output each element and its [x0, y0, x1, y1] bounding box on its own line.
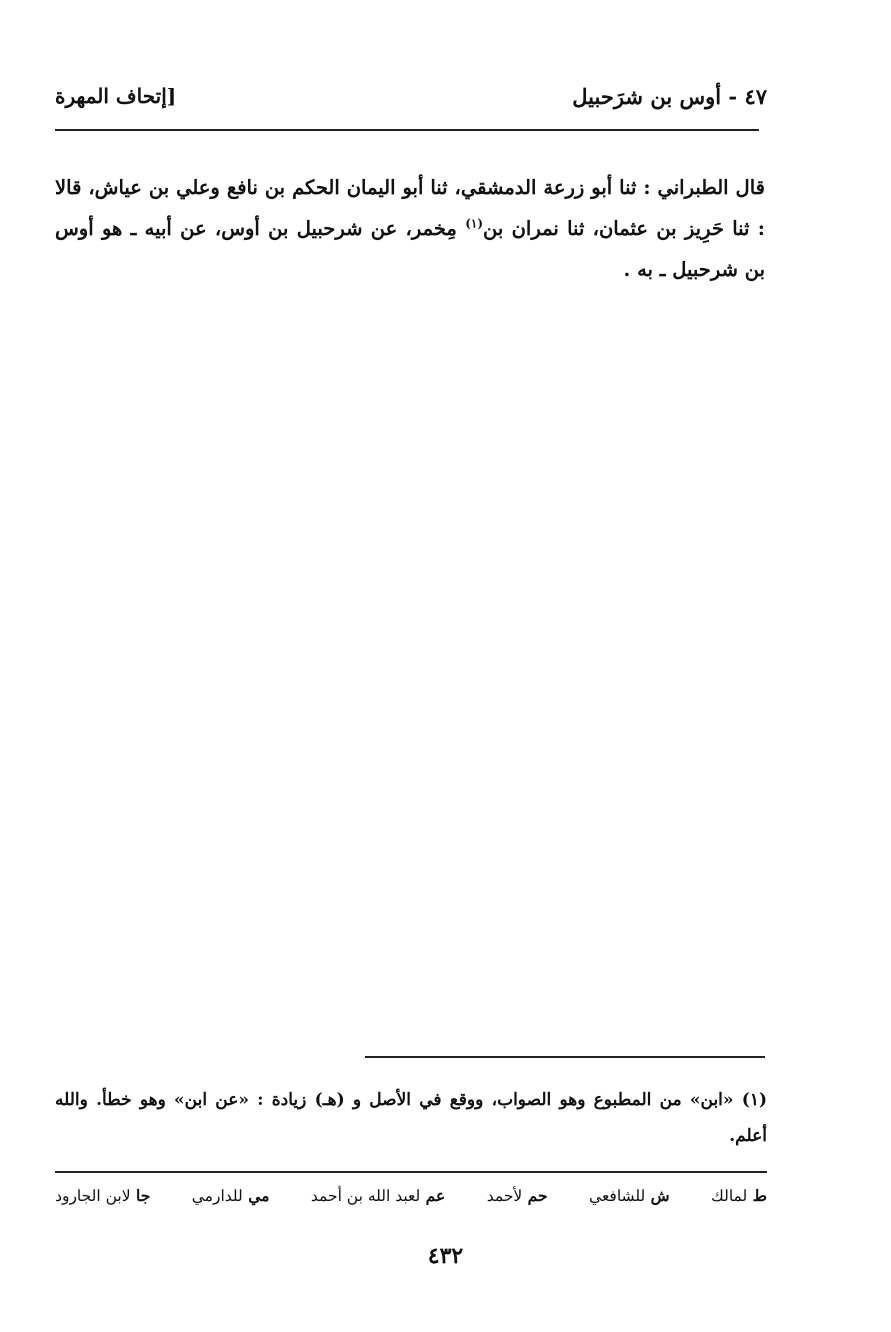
abbreviation-code: عم [425, 1186, 446, 1205]
abbreviation-desc: لمالك [711, 1187, 748, 1205]
narrator-label: قال الطبراني : [643, 176, 765, 199]
abbreviation-item [711, 1186, 767, 1216]
main-text [55, 167, 765, 290]
header-rule [55, 129, 759, 131]
abbreviation-item [487, 1186, 548, 1216]
abbreviation-code: ط [752, 1186, 767, 1205]
abbreviation-desc: لعبد الله بن أحمد [310, 1187, 421, 1205]
book-title: [إتحاف المهرة [55, 84, 177, 108]
abbreviation-desc: للشافعي [589, 1187, 646, 1205]
entry-title: ٤٧ - أوس بن شرَحبيل [572, 84, 767, 109]
abbreviation-code: حم [527, 1186, 548, 1205]
footnote-reference: (١) [465, 216, 484, 231]
abbreviation-code: مي [248, 1186, 270, 1205]
abbreviation-item [311, 1186, 445, 1216]
page-number: ٤٣٢ [427, 1243, 464, 1269]
abbreviation-desc: لابن الجارود [55, 1187, 131, 1205]
abbreviation-item [55, 1186, 150, 1216]
footnote: (١) «ابن» من المطبوع وهو الصواب، ووقع في الأصل و (هـ) زيادة : «عن ابن» وهو خطأ. والله أعلم. [55, 1090, 767, 1146]
page-header [55, 84, 767, 114]
abbreviations-key [55, 1186, 767, 1216]
footer-rule [55, 1171, 767, 1173]
abbreviation-code: ش [650, 1186, 670, 1205]
footnote-rule [365, 1056, 765, 1058]
abbreviation-code: جا [135, 1186, 151, 1205]
abbreviation-item [192, 1186, 270, 1216]
main-text-part-1: ثنا أبو زرعة الدمشقي، ثنا أبو اليمان الحكم بن نافع وعلي بن عياش، قالا : ثنا حَرِيز بن عثمان، ثنا نمران بن [55, 176, 765, 240]
main-text-part-2: مِخمر، عن شرحبيل بن أوس، عن أبيه ـ هو أوس بن شرحبيل ـ به . [55, 217, 765, 281]
abbreviation-desc: للدارمي [191, 1187, 243, 1205]
abbreviation-item [589, 1186, 670, 1216]
abbreviation-desc: لأحمد [486, 1187, 523, 1205]
